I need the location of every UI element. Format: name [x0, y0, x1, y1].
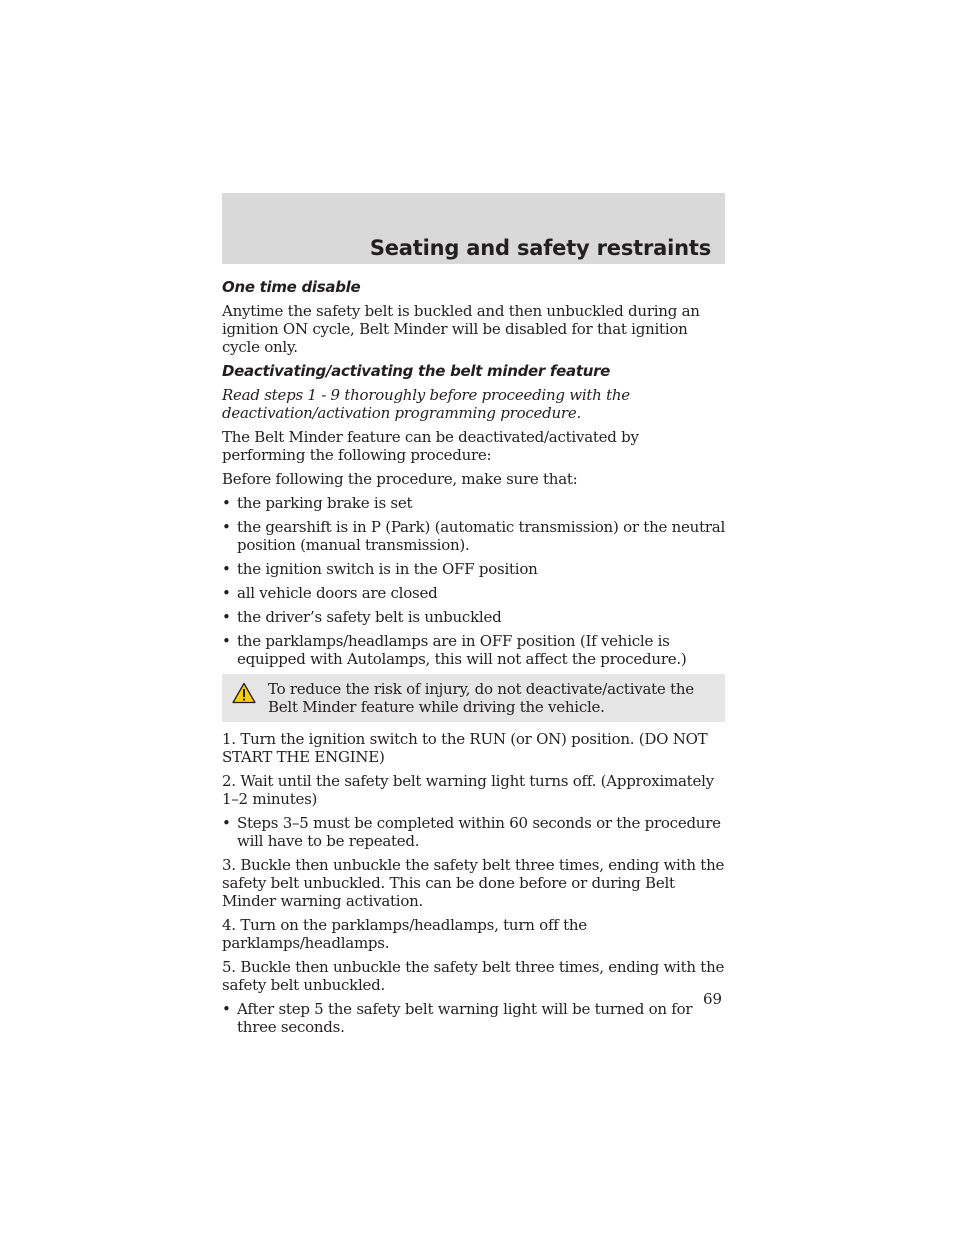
bullet-icon: • — [222, 494, 231, 512]
step-2: 2. Wait until the safety belt warning light turns off. (Approximately 1–2 minutes) — [222, 772, 714, 808]
bullet-icon: • — [222, 608, 231, 626]
intro-text: The Belt Minder feature can be deactivated/activated by performing the following procedure: — [222, 428, 639, 464]
list-item: • Steps 3–5 must be completed within 60 seconds or the procedure will have to be repeated. — [222, 814, 721, 850]
bullet-icon: • — [222, 632, 231, 650]
bullet-icon: • — [222, 560, 231, 578]
warning-box — [222, 674, 725, 722]
list-item: • all vehicle doors are closed — [222, 584, 438, 602]
section-title: Seating and safety restraints — [369, 236, 711, 260]
list-item: • the ignition switch is in the OFF position — [222, 560, 538, 578]
one-time-disable-text: Anytime the safety belt is buckled and then unbuckled during an ignition ON cycle, Belt Minder will be disabled for that ignition cycle only. — [222, 302, 700, 356]
step-1: 1. Turn the ignition switch to the RUN (or ON) position. (DO NOT START THE ENGINE) — [222, 730, 708, 766]
list-item: • the parklamps/headlamps are in OFF position (If vehicle is equipped with Autolamps, this will not affect the procedure.) — [222, 632, 687, 668]
page-content — [222, 278, 725, 1042]
list-item: • the gearshift is in P (Park) (automatic transmission) or the neutral position (manual transmission). — [222, 518, 726, 554]
bullet-icon: • — [222, 584, 231, 602]
warning-triangle-icon — [232, 682, 256, 704]
read-steps-note: Read steps 1 - 9 thoroughly before proceeding with the deactivation/activation programming procedure. — [222, 386, 630, 422]
list-item: • After step 5 the safety belt warning light will be turned on for three seconds. — [222, 1000, 693, 1036]
bullet-icon: • — [222, 1000, 231, 1018]
step-4: 4. Turn on the parklamps/headlamps, turn off the parklamps/headlamps. — [222, 916, 587, 952]
before-text: Before following the procedure, make sure that: — [222, 470, 578, 488]
list-item: • the parking brake is set — [222, 494, 413, 512]
heading-one-time-disable: One time disable — [222, 278, 361, 296]
step-5: 5. Buckle then unbuckle the safety belt three times, ending with the safety belt unbuckled. — [222, 958, 725, 994]
heading-deactivating: Deactivating/activating the belt minder feature — [222, 362, 611, 380]
header-band — [222, 193, 725, 264]
step-3: 3. Buckle then unbuckle the safety belt three times, ending with the safety belt unbuckled. This can be done before or during Belt Minder warning activation. — [222, 856, 725, 910]
bullet-icon: • — [222, 814, 231, 832]
page-number: 69 — [703, 990, 723, 1008]
list-item: • the driver’s safety belt is unbuckled — [222, 608, 502, 626]
bullet-icon: • — [222, 518, 231, 536]
warning-text: To reduce the risk of injury, do not deactivate/activate the Belt Minder feature while driving the vehicle. — [268, 680, 694, 716]
